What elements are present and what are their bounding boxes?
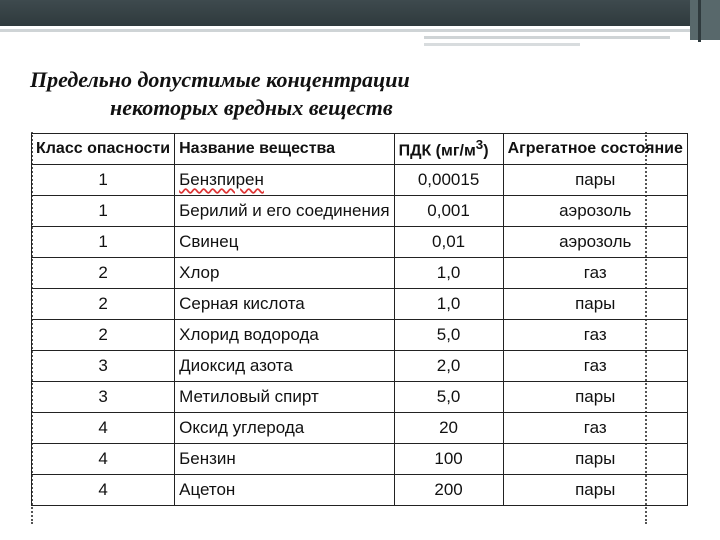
cell-class bbox=[32, 258, 175, 289]
cell-substance-name-text: Серная кислота bbox=[179, 294, 305, 313]
cell-class-text: 3 bbox=[98, 356, 108, 375]
cell-state bbox=[503, 258, 687, 289]
header-class: Класс опасности bbox=[32, 134, 175, 165]
cell-class bbox=[32, 320, 175, 351]
table-row bbox=[32, 351, 688, 382]
table-row bbox=[32, 475, 688, 506]
cell-state bbox=[503, 289, 687, 320]
cell-substance-name bbox=[175, 382, 394, 413]
cell-state bbox=[503, 444, 687, 475]
cell-substance-name-text: Ацетон bbox=[179, 480, 236, 499]
cell-class-text: 2 bbox=[98, 325, 108, 344]
cell-state-text: пары bbox=[575, 387, 616, 406]
table-row bbox=[32, 165, 688, 196]
cell-substance-name bbox=[175, 351, 394, 382]
cell-pdk-text: 1,0 bbox=[436, 294, 461, 313]
cell-pdk-text: 1,0 bbox=[436, 263, 461, 282]
cell-class-text: 4 bbox=[98, 449, 108, 468]
page-title bbox=[30, 66, 590, 122]
cell-class bbox=[32, 413, 175, 444]
cell-pdk bbox=[394, 227, 503, 258]
cell-substance-name-text: Бензин bbox=[179, 449, 236, 468]
cell-pdk bbox=[394, 413, 503, 444]
cell-substance-name bbox=[175, 475, 394, 506]
cell-class bbox=[32, 227, 175, 258]
cell-state-text: газ bbox=[583, 325, 607, 344]
cell-substance-name bbox=[175, 227, 394, 258]
slide-corner-accent bbox=[690, 0, 720, 40]
header-pdk-sup: 3 bbox=[475, 137, 484, 153]
cell-state-text: газ bbox=[583, 263, 607, 282]
cell-class bbox=[32, 196, 175, 227]
cell-state-text: аэрозоль bbox=[559, 232, 632, 251]
cell-substance-name-text: Хлор bbox=[179, 263, 220, 282]
title-line-2: некоторых вредных веществ bbox=[110, 95, 393, 120]
cell-state-text: аэрозоль bbox=[559, 201, 632, 220]
cell-substance-name-text: Свинец bbox=[179, 232, 239, 251]
header-pdk-text: ПДК (мг/м bbox=[398, 142, 476, 160]
cell-pdk-text: 0,01 bbox=[432, 232, 466, 251]
cell-class-text: 1 bbox=[98, 232, 108, 251]
cell-class bbox=[32, 382, 175, 413]
cell-state bbox=[503, 320, 687, 351]
cell-pdk bbox=[394, 475, 503, 506]
cell-state bbox=[503, 382, 687, 413]
cell-pdk-text: 200 bbox=[434, 480, 463, 499]
header-name: Название вещества bbox=[175, 134, 394, 165]
cell-substance-name bbox=[175, 289, 394, 320]
cell-pdk-text: 100 bbox=[434, 449, 463, 468]
cell-state bbox=[503, 351, 687, 382]
cell-state bbox=[503, 227, 687, 258]
cell-pdk-text: 0,001 bbox=[427, 201, 470, 220]
cell-state-text: газ bbox=[583, 356, 607, 375]
cell-state bbox=[503, 475, 687, 506]
cell-substance-name-text: Метиловый спирт bbox=[179, 387, 319, 406]
cell-substance-name-text: Хлорид водорода bbox=[179, 325, 319, 344]
cell-state bbox=[503, 165, 687, 196]
slide-corner-accent-line bbox=[698, 0, 701, 42]
cell-class-text: 2 bbox=[98, 294, 108, 313]
cell-pdk-text: 2,0 bbox=[436, 356, 461, 375]
table-row bbox=[32, 320, 688, 351]
cell-pdk bbox=[394, 289, 503, 320]
cell-class bbox=[32, 351, 175, 382]
cell-class-text: 4 bbox=[98, 418, 108, 437]
header-pdk-close: ) bbox=[483, 142, 489, 160]
slide-header-band bbox=[0, 0, 720, 26]
cell-class-text: 3 bbox=[98, 387, 108, 406]
table-row bbox=[32, 227, 688, 258]
hazard-table bbox=[31, 133, 688, 506]
cell-pdk-text: 0,00015 bbox=[417, 170, 480, 189]
cell-substance-name bbox=[175, 258, 394, 289]
cell-class bbox=[32, 475, 175, 506]
cell-class-text: 1 bbox=[98, 170, 108, 189]
cell-state-text: пары bbox=[575, 449, 616, 468]
table-row bbox=[32, 196, 688, 227]
cell-pdk bbox=[394, 351, 503, 382]
table-body bbox=[32, 165, 688, 506]
decorative-stripe-top bbox=[424, 36, 670, 39]
table-row bbox=[32, 413, 688, 444]
header-pdk bbox=[394, 134, 503, 165]
header-state: Агрегатное состояние bbox=[503, 134, 687, 165]
cell-pdk bbox=[394, 196, 503, 227]
cell-class bbox=[32, 289, 175, 320]
cell-substance-name-text: Берилий и его соединения bbox=[179, 201, 390, 220]
cell-pdk-text: 20 bbox=[439, 418, 459, 437]
cell-class bbox=[32, 165, 175, 196]
cell-class-text: 1 bbox=[98, 201, 108, 220]
table-row bbox=[32, 258, 688, 289]
cell-class bbox=[32, 444, 175, 475]
cell-substance-name bbox=[175, 165, 394, 196]
table-row bbox=[32, 289, 688, 320]
table-header-row bbox=[32, 134, 688, 165]
cell-class-text: 4 bbox=[98, 480, 108, 499]
cell-pdk-text: 5,0 bbox=[436, 387, 461, 406]
decorative-stripe-bottom bbox=[424, 43, 580, 46]
cell-state bbox=[503, 413, 687, 444]
title-line-1: Предельно допустимые концентрации bbox=[30, 67, 410, 92]
cell-pdk bbox=[394, 382, 503, 413]
cell-substance-name-text: Оксид углерода bbox=[179, 418, 305, 437]
cell-pdk bbox=[394, 258, 503, 289]
table-row bbox=[32, 444, 688, 475]
cell-state-text: пары bbox=[575, 294, 616, 313]
cell-state-text: пары bbox=[575, 480, 616, 499]
cell-pdk-text: 5,0 bbox=[436, 325, 461, 344]
cell-substance-name bbox=[175, 196, 394, 227]
cell-substance-name bbox=[175, 444, 394, 475]
cell-state-text: пары bbox=[575, 170, 616, 189]
cell-state-text: газ bbox=[583, 418, 607, 437]
cell-pdk bbox=[394, 165, 503, 196]
cell-substance-name bbox=[175, 413, 394, 444]
cell-pdk bbox=[394, 320, 503, 351]
cell-class-text: 2 bbox=[98, 263, 108, 282]
header-divider bbox=[0, 29, 690, 32]
cell-state bbox=[503, 196, 687, 227]
cell-pdk bbox=[394, 444, 503, 475]
cell-substance-name-text: Бензпирен bbox=[179, 170, 264, 189]
table-row bbox=[32, 382, 688, 413]
cell-substance-name-text: Диоксид азота bbox=[179, 356, 293, 375]
cell-substance-name bbox=[175, 320, 394, 351]
